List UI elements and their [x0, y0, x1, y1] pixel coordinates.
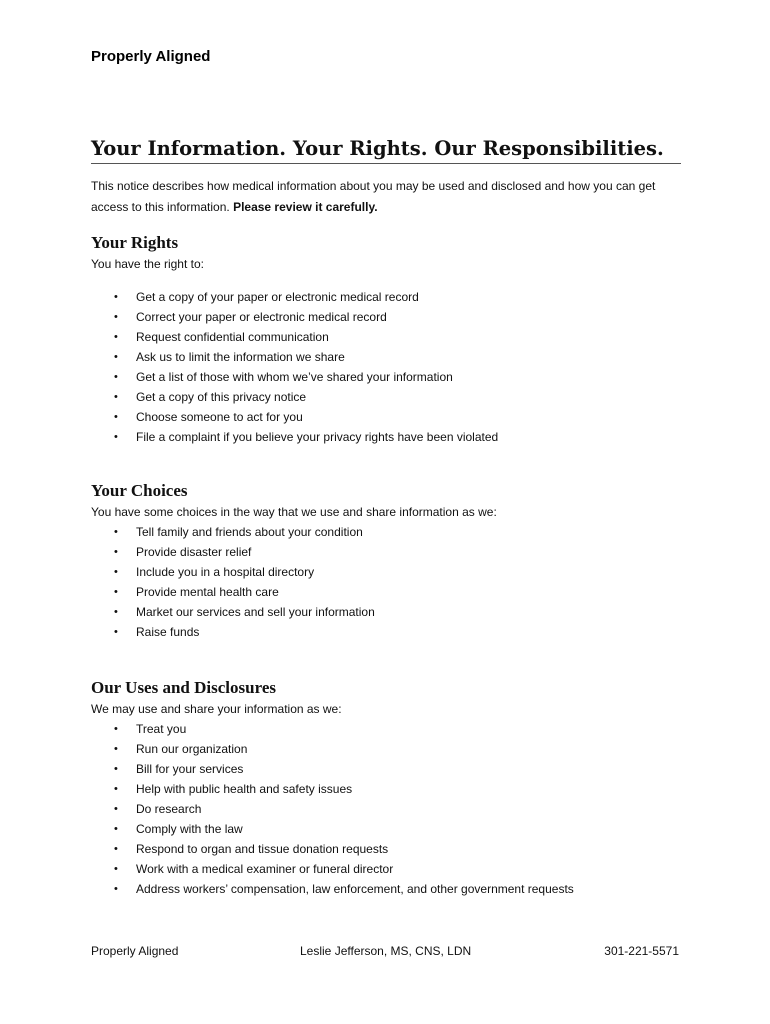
list-item-text: Request confidential communication	[136, 330, 329, 344]
list-item-text: File a complaint if you believe your privacy rights have been violated	[136, 430, 499, 444]
bullet-icon: •	[114, 626, 118, 638]
list-item	[91, 407, 691, 427]
list-item-text: Work with a medical examiner or funeral director	[136, 862, 394, 876]
list-item-text: Get a list of those with whom we’ve shared your information	[136, 370, 453, 384]
list-item-text: Get a copy of your paper or electronic medical record	[136, 290, 419, 304]
list-item-text: Choose someone to act for you	[136, 410, 303, 424]
footer-provider: Leslie Jefferson, MS, CNS, LDN	[300, 944, 472, 958]
list-item-text: Bill for your services	[136, 762, 244, 776]
section-heading: Your Rights	[91, 233, 179, 252]
list-item	[91, 387, 691, 407]
bullet-icon: •	[114, 586, 118, 598]
list-item	[91, 759, 691, 779]
bullet-icon: •	[114, 783, 118, 795]
bullet-icon: •	[114, 883, 118, 895]
list-item	[91, 839, 691, 859]
list-item-text: Treat you	[136, 722, 187, 736]
list-item-text: Get a copy of this privacy notice	[136, 390, 307, 404]
bullet-icon: •	[114, 566, 118, 578]
list-item	[91, 859, 691, 879]
section-lead: You have some choices in the way that we use and share information as we:	[91, 505, 497, 519]
list-item	[91, 819, 691, 839]
list-item-text: Correct your paper or electronic medical record	[136, 310, 387, 324]
bullet-icon: •	[114, 331, 118, 343]
bullet-icon: •	[114, 526, 118, 538]
intro-bold-text: Please review it carefully.	[233, 200, 378, 214]
section-lead: We may use and share your information as we:	[91, 702, 342, 716]
bullet-icon: •	[114, 411, 118, 423]
list-item	[91, 427, 691, 447]
list-item	[91, 347, 691, 367]
section-heading: Your Choices	[91, 481, 188, 500]
section-lead: You have the right to:	[91, 257, 204, 271]
list-item	[91, 307, 691, 327]
bullet-icon: •	[114, 431, 118, 443]
list-item-text: Market our services and sell your information	[136, 605, 375, 619]
list-item	[91, 739, 691, 759]
list-item	[91, 327, 691, 347]
bullet-icon: •	[114, 843, 118, 855]
intro-text: This notice describes how medical information about you may be used and disclosed and how you can get access to this information.	[91, 179, 656, 214]
bullet-icon: •	[114, 803, 118, 815]
bullet-icon: •	[114, 823, 118, 835]
list-item	[91, 719, 691, 739]
section-your-rights	[91, 232, 691, 447]
list-item	[91, 602, 691, 622]
list-item-text: Provide disaster relief	[136, 545, 252, 559]
list-item	[91, 367, 691, 387]
list-item	[91, 562, 691, 582]
bullet-icon: •	[114, 351, 118, 363]
bullet-icon: •	[114, 546, 118, 558]
bullet-icon: •	[114, 743, 118, 755]
bullet-icon: •	[114, 763, 118, 775]
document-title: Your Information. Your Rights. Our Responsibilities.	[91, 137, 681, 164]
bullet-icon: •	[114, 311, 118, 323]
section-heading: Our Uses and Disclosures	[91, 678, 276, 697]
list-item	[91, 799, 691, 819]
list-item-text: Help with public health and safety issues	[136, 782, 353, 796]
list-item	[91, 622, 691, 642]
bullet-icon: •	[114, 863, 118, 875]
bullet-icon: •	[114, 606, 118, 618]
bullet-list	[91, 287, 691, 447]
list-item-text: Do research	[136, 802, 202, 816]
list-item-text: Run our organization	[136, 742, 248, 756]
bullet-icon: •	[114, 291, 118, 303]
section-your-choices	[91, 480, 691, 642]
list-item	[91, 879, 691, 899]
list-item	[91, 582, 691, 602]
list-item	[91, 522, 691, 542]
list-item-text: Address workers’ compensation, law enforcement, and other government requests	[136, 882, 574, 896]
bullet-icon: •	[114, 391, 118, 403]
bullet-list	[91, 719, 691, 899]
list-item-text: Comply with the law	[136, 822, 243, 836]
list-item	[91, 779, 691, 799]
list-item-text: Raise funds	[136, 625, 200, 639]
bullet-list	[91, 522, 691, 642]
page-header: Properly Aligned	[91, 48, 211, 65]
page-footer	[91, 944, 681, 964]
list-item	[91, 542, 691, 562]
footer-company: Properly Aligned	[91, 944, 179, 958]
list-item-text: Tell family and friends about your condition	[136, 525, 363, 539]
list-item	[91, 287, 691, 307]
list-item-text: Ask us to limit the information we share	[136, 350, 345, 364]
bullet-icon: •	[114, 371, 118, 383]
list-item-text: Include you in a hospital directory	[136, 565, 315, 579]
footer-phone: 301-221-5571	[604, 944, 679, 958]
intro-paragraph	[91, 176, 681, 218]
list-item-text: Provide mental health care	[136, 585, 279, 599]
bullet-icon: •	[114, 723, 118, 735]
section-uses-and-disclosures	[91, 677, 691, 899]
list-item-text: Respond to organ and tissue donation requests	[136, 842, 389, 856]
